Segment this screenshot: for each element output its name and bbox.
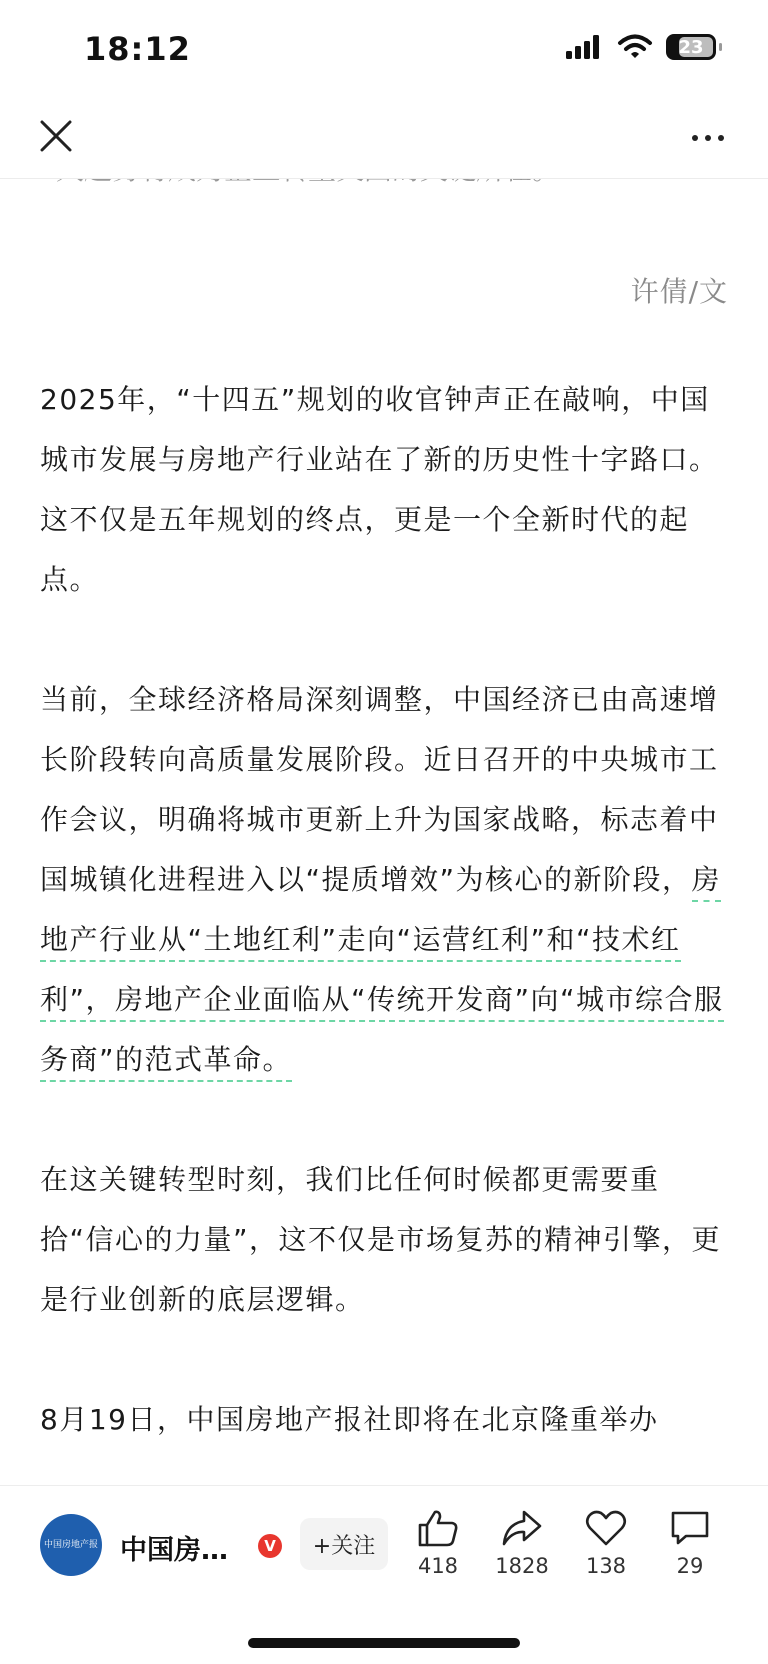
nav-bar xyxy=(0,100,768,179)
heart-icon xyxy=(584,1508,628,1548)
status-time: 18:12 xyxy=(84,30,191,68)
bottom-action-bar xyxy=(0,1485,768,1664)
battery-tip xyxy=(719,43,722,51)
share-count: 1828 xyxy=(495,1554,549,1578)
article-paragraph: 2025年，“十四五”规划的收官钟声正在敲响，中国城市发展与房地产行业站在了新的历史性十字路口。这不仅是五年规划的终点，更是一个全新时代的起点。 xyxy=(40,383,719,596)
close-button[interactable] xyxy=(36,116,76,156)
share-icon xyxy=(500,1508,544,1548)
article-paragraph: 8月19日，中国房地产报社即将在北京隆重举办 xyxy=(40,1403,659,1436)
follow-button[interactable]: +关注 xyxy=(300,1518,388,1570)
favorite-button[interactable] xyxy=(566,1508,646,1578)
more-options-button[interactable] xyxy=(692,128,732,148)
battery-percentage: 23 xyxy=(678,36,704,58)
article-paragraph xyxy=(40,670,728,1090)
article-paragraph: 在这关键转型时刻，我们比任何时候都更需要重拾“信心的力量”，这不仅是市场复苏的精神引擎，更是行业创新的底层逻辑。 xyxy=(40,1163,722,1316)
status-bar xyxy=(0,0,768,100)
more-options-icon-dot xyxy=(705,135,711,141)
home-indicator[interactable] xyxy=(248,1638,520,1648)
more-options-icon-dot xyxy=(718,135,724,141)
comment-button[interactable] xyxy=(650,1508,730,1578)
article-body xyxy=(40,270,728,1510)
status-icons xyxy=(566,34,716,60)
comment-count: 29 xyxy=(676,1554,704,1578)
close-icon xyxy=(36,116,76,156)
paragraph-text: 当前，全球经济格局深刻调整，中国经济已由高速增长阶段转向高质量发展阶段。近日召开的中央城市工作会议，明确将城市更新上升为国家战略，标志着中国城镇化进程进入以“提质增效”为核心的新阶段， xyxy=(40,683,719,896)
thumbs-up-icon xyxy=(416,1508,460,1548)
comment-icon xyxy=(668,1508,712,1548)
battery-icon xyxy=(666,34,716,60)
favorite-count: 138 xyxy=(585,1554,627,1578)
wifi-icon xyxy=(618,34,652,60)
share-button[interactable] xyxy=(482,1508,562,1578)
like-count: 418 xyxy=(417,1554,459,1578)
verified-badge-icon: V xyxy=(258,1534,282,1558)
account-name[interactable]: 中国房… xyxy=(120,1535,228,1566)
more-options-icon-dot xyxy=(692,135,698,141)
highlighted-quote[interactable]: 房地产行业从“土地红利”走向“运营红利”和“技术红利”，房地产企业面临从“传统开发商”向“城市综合服务商”的范式革命。 xyxy=(40,863,724,1082)
cellular-signal-icon xyxy=(566,35,604,59)
like-button[interactable] xyxy=(398,1508,478,1578)
author-byline: 许倩/文 xyxy=(630,275,728,308)
account-avatar[interactable]: 中国房地产报 xyxy=(40,1514,102,1576)
